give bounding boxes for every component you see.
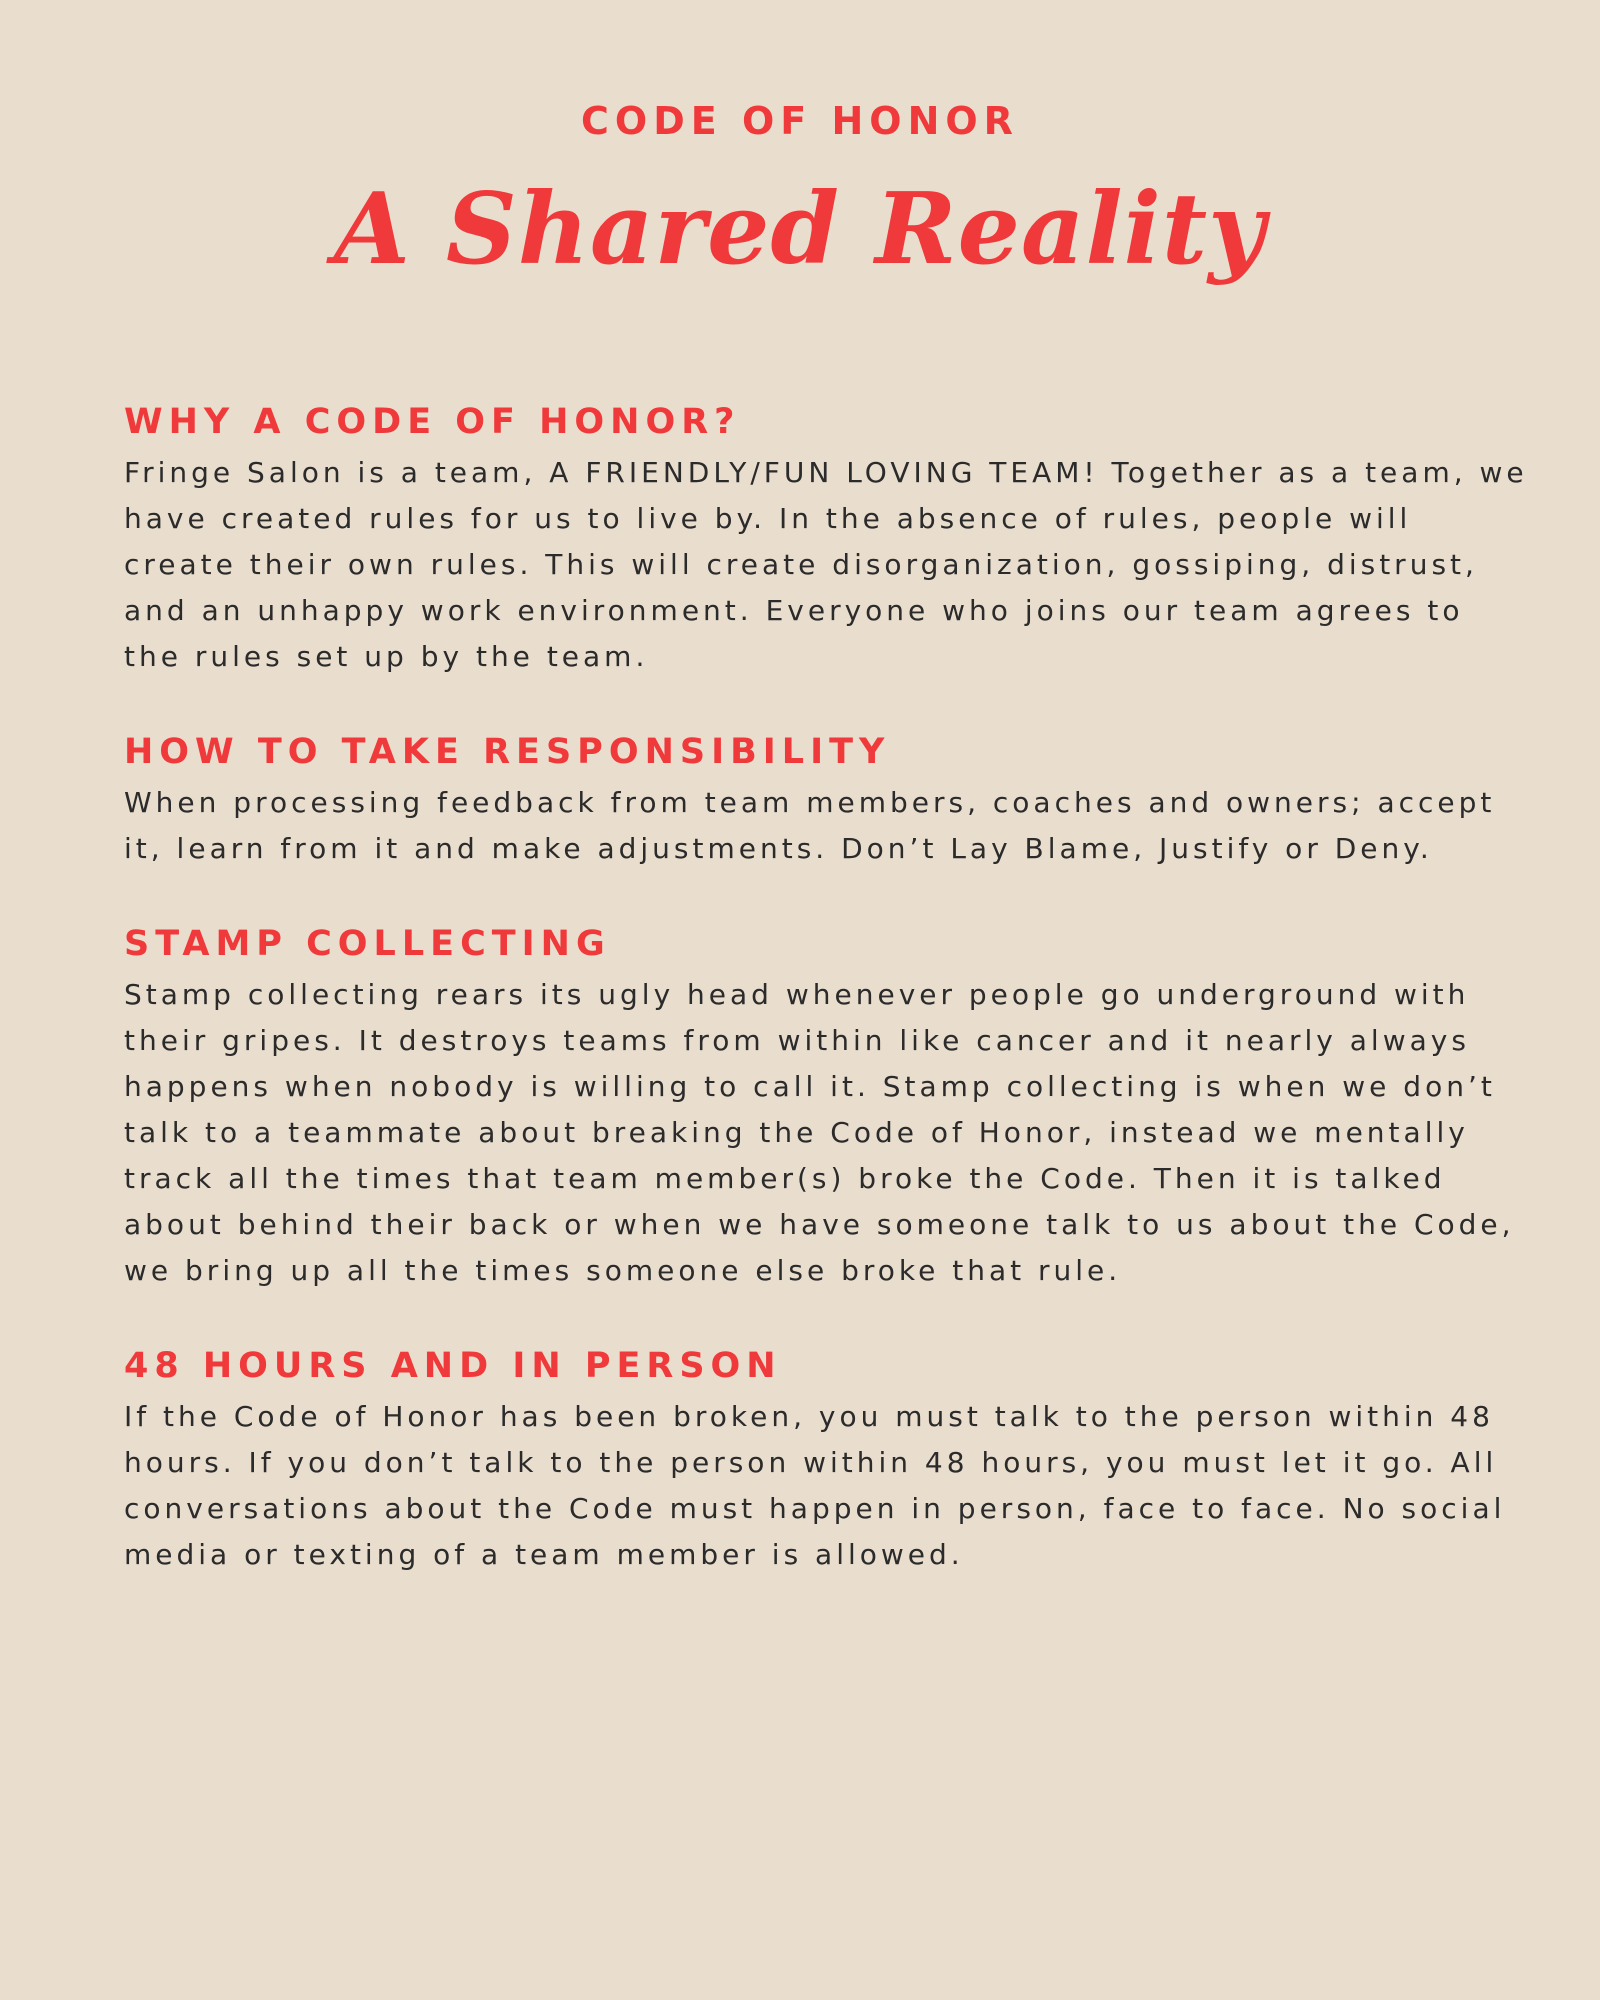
eyebrow-title: CODE OF HONOR [581, 99, 1019, 143]
section-heading: STAMP COLLECTING [124, 924, 611, 964]
section-body: Stamp collecting rears its ugly head whenever people go underground with their gripes. It destroys teams from within like cancer and it nearly always happens when nobody is willing to call it. Stamp collecting is when we don’t talk to a teammate about breaking the Code of Honor, instead we mentally track all the times that team member(s) broke the Code. Then it is talked about behind their back or when we have someone talk to us about the Code, we bring up all the times someone else broke that rule. [124, 978, 1515, 1287]
section-48-hours [124, 1340, 1534, 1578]
section-take-responsibility [124, 726, 1534, 872]
section-body: Fringe Salon is a team, A FRIENDLY/FUN LOVING TEAM! Together as a team, we have created rules for us to live by. In the absence of rules, people will create their own rules. This will create disorganization, gossiping, distrust, and an unhappy work environment. Everyone who joins our team agrees to the rules set up by the team. [124, 456, 1528, 673]
document-header [0, 96, 1600, 288]
section-why-code-of-honor [124, 396, 1534, 680]
section-stamp-collecting [124, 918, 1534, 1294]
section-body: If the Code of Honor has been broken, you must talk to the person within 48 hours. If you don’t talk to the person within 48 hours, you must let it go. All conversations about the Code must happen in person, face to face. No social media or texting of a team member is allowed. [124, 1400, 1506, 1571]
document-content [124, 396, 1534, 1624]
section-body: When processing feedback from team members, coaches and owners; accept it, learn from it and make adjustments. Don’t Lay Blame, Justify or Deny. [124, 786, 1496, 865]
section-heading: WHY A CODE OF HONOR? [124, 402, 741, 442]
section-heading: HOW TO TAKE RESPONSIBILITY [124, 732, 891, 772]
page-title: A Shared Reality [333, 172, 1267, 287]
section-heading: 48 HOURS AND IN PERSON [124, 1346, 782, 1386]
